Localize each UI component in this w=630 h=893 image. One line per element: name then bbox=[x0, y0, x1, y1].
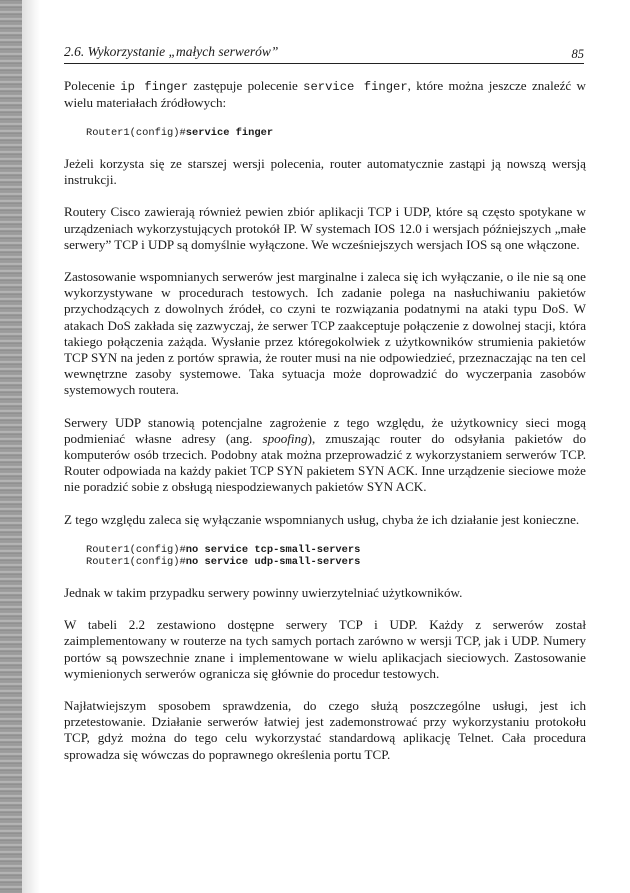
code-block-disable-small-servers bbox=[86, 544, 586, 569]
paragraph-table-reference: W tabeli 2.2 zestawiono dostępne serwery TCP i UDP. Każdy z serwerów został zaimplementowany w routerze na tych samych portach zarówno w wersji TCP, jak i UDP. Numery portów są powszechnie znane i implementowane w wielu aplikacjach sieciowych. Zastosowanie wymienionych serwerów ogranicza się głównie do procedur testowych. bbox=[64, 617, 586, 681]
page-body bbox=[64, 78, 586, 779]
header-section-title: 2.6. Wykorzystanie „małych serwerów” bbox=[64, 44, 279, 59]
text-run: Serwery UDP stanowią potencjalne zagrożenie z tego względu, że użytkownicy sieci mogą podmieniać własne adresy (ang. bbox=[64, 414, 586, 446]
inline-code-ip-finger: ip finger bbox=[120, 80, 189, 94]
code-prompt: Router1(config)# bbox=[86, 543, 186, 556]
paragraph-udp-spoofing bbox=[64, 415, 586, 496]
code-prompt: Router1(config)# bbox=[86, 127, 186, 140]
text-run: Polecenie bbox=[64, 78, 121, 93]
running-header bbox=[64, 41, 584, 64]
inline-code-service-finger: service finger bbox=[303, 80, 408, 94]
text-run: , które można jeszcze znaleźć w wielu materiałach źródłowych: bbox=[64, 78, 587, 111]
paragraph-disable-services: Z tego względu zaleca się wyłączanie wspomnianych usług, chyba że ich działanie jest konieczne. bbox=[64, 511, 580, 527]
book-binding-edge bbox=[0, 0, 22, 893]
text-run: zastępuje polecenie bbox=[188, 78, 304, 93]
paragraph-dos-attacks: Zastosowanie wspomnianych serwerów jest marginalne i zaleca się ich wyłączanie, o ile nie są one wykorzystywane w procedurach testowych. Ich zadanie polega na nasłuchiwaniu pakietów przychodzących z dowolnych źródeł, co czyni te rozwiązania podatnymi na ataki typu DoS. W atakach DoS zakłada się zazwyczaj, że serwer TCP zaakceptuje połączenie z dowolnej stacji, która takiego połączenia zażąda. Wysłanie przez któregokolwiek z użytkowników strumienia pakietów TCP SYN na jeden z portów sprawia, że router musi na nie odpowiedzieć, przeznaczając na ten cel wewnętrzne zasoby systemowe. Taka sytuacja może doprowadzić do wyczerpania zasobów systemowych routera. bbox=[64, 269, 586, 398]
paragraph-testing-telnet: Najłatwiejszym sposobem sprawdzenia, do czego służą poszczególne usługi, jest ich przetestowanie. Działanie serwerów łatwiej jest zademonstrować przy wykorzystaniu protokołu TCP, gdyż można do tego celu wykorzystać standardową aplikację Telnet. Cała procedura sprowadza się wówczas do poprawnego określenia portu TCP. bbox=[64, 698, 586, 762]
code-prompt: Router1(config)# bbox=[86, 556, 186, 569]
paragraph-ip-finger bbox=[64, 78, 586, 111]
emphasis-spoofing: spoofing bbox=[262, 430, 308, 446]
paragraph-cisco-small-servers: Routery Cisco zawierają również pewien zbiór aplikacji TCP i UDP, które są często spotykane w urządzeniach wykorzystujących protokół IP. W systemach IOS 12.0 i wersjach późniejszych „małe serwery” TCP i UDP są domyślnie wyłączone. We wcześniejszych wersjach IOS są one włączone. bbox=[64, 204, 586, 252]
paragraph-older-version: Jeżeli korzysta się ze starszej wersji polecenia, router automatycznie zastąpi ją nowszą wersją instrukcji. bbox=[64, 156, 586, 188]
code-block-service-finger bbox=[86, 127, 586, 140]
code-command: service finger bbox=[185, 127, 274, 140]
text-run: ), zmuszając router do odsyłania pakietów do komputerów osób trzecich. Podobny atak można przeprowadzić z wykorzystaniem serwerów TCP. Router odpowiada na każdy pakiet TCP SYN pakietem SYN ACK. Inne urządzenie sieciowe może nie poradzić sobie z obsługą niespodziewanych pakietów SYN ACK. bbox=[64, 430, 586, 495]
binding-shadow bbox=[22, 0, 40, 893]
code-command: no service udp-small-servers bbox=[185, 556, 361, 569]
paragraph-authentication: Jednak w takim przypadku serwery powinny uwierzytelniać użytkowników. bbox=[64, 585, 463, 601]
page-number: 85 bbox=[571, 47, 584, 61]
code-command: no service tcp-small-servers bbox=[185, 543, 361, 556]
